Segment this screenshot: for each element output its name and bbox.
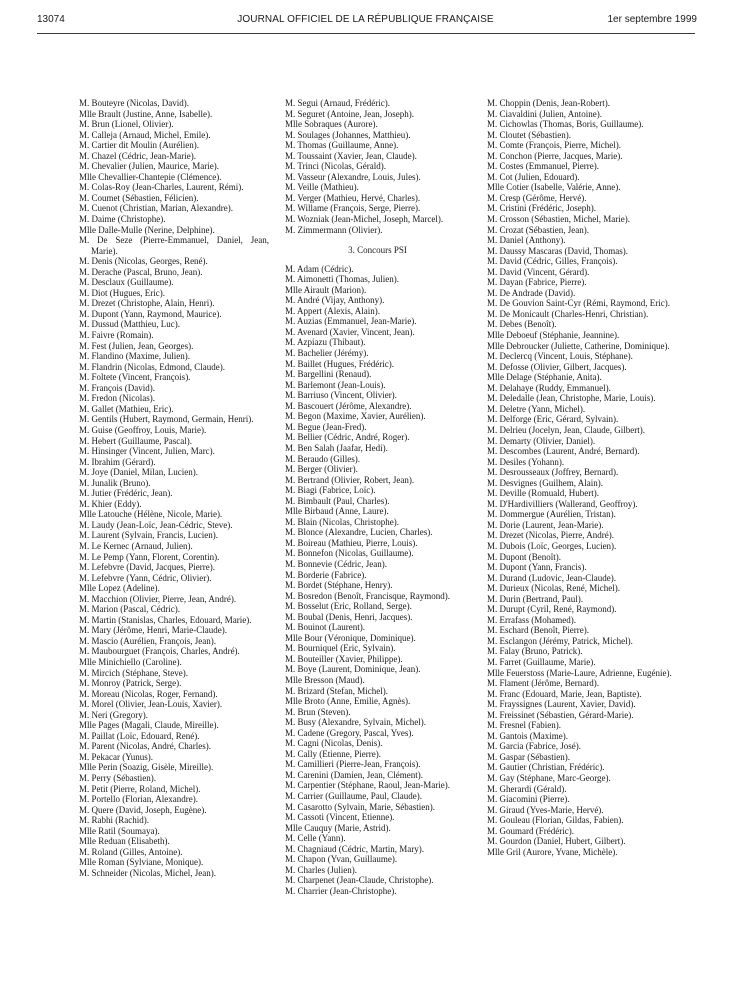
list-item: M. Biagi (Fabrice, Loïc).: [285, 485, 376, 496]
issue-date: 1er septembre 1999: [607, 14, 697, 25]
list-item: M. Gallet (Mathieu, Eric).: [79, 403, 174, 414]
list-item: M. Macchion (Olivier, Pierre, Jean, André).: [79, 593, 237, 604]
list-item: M. Monroy (Patrick, Serge).: [79, 678, 182, 689]
list-item: M. Bertrand (Olivier, Robert, Jean).: [285, 474, 415, 485]
list-item: M. Carenini (Damien, Jean, Clément).: [285, 769, 423, 780]
list-item: Mlle Minichiello (Caroline).: [79, 656, 182, 667]
list-item: M. Desvignes (Guilhem, Alain).: [487, 477, 603, 488]
list-item: M. Deletre (Yann, Michel).: [487, 403, 586, 414]
list-item: M. Deville (Romuald, Hubert).: [487, 488, 599, 499]
list-item: M. Delrieu (Jocelyn, Jean, Claude, Gilbert).: [487, 424, 645, 435]
list-item: M. Bordet (Stéphane, Henry).: [285, 580, 393, 591]
page-number: 13074: [37, 14, 65, 25]
list-item: M. Fest (Julien, Jean, Georges).: [79, 340, 194, 351]
list-item: M. Debes (Benoît).: [487, 319, 557, 330]
list-item: M. Laurent (Sylvain, Francis, Lucien).: [79, 530, 218, 541]
list-item: M. Farret (Guillaume, Marie).: [487, 656, 596, 667]
list-item: M. Lefebvre (David, Jacques, Pierre).: [79, 562, 215, 573]
list-item: M. Cloutet (Sébastien).: [487, 129, 571, 140]
list-item: M. Aimonetti (Thomas, Julien).: [285, 274, 399, 285]
list-item: M. Durupt (Cyril, René, Raymond).: [487, 604, 617, 615]
list-item: M. Boye (Laurent, Dominique, Jean).: [285, 664, 421, 675]
list-item: M. Flandino (Maxime, Julien).: [79, 351, 190, 362]
list-item: M. Dommergue (Aurélien, Tristan).: [487, 509, 616, 520]
list-item: M. Beraudo (Gilles).: [285, 453, 360, 464]
list-item: M. Bosselut (Eric, Rolland, Serge).: [285, 601, 412, 612]
list-item: M. Auzias (Emmanuel, Jean-Marie).: [285, 316, 417, 327]
list-item: M. Freissinet (Sébastien, Gérard-Marie).: [487, 709, 634, 720]
list-item: M. Dupont (Yann, Raymond, Maurice).: [79, 308, 222, 319]
list-item: M. Perry (Sébastien).: [79, 773, 156, 783]
list-item: M. Dupont (Yann, Francis).: [487, 562, 587, 573]
list-item: Mlle Broto (Anne, Emilie, Agnès).: [285, 696, 411, 707]
list-item: M. Crosson (Sébastien, Michel, Marie).: [487, 214, 630, 225]
list-item: Mlle Bresson (Maud).: [285, 674, 365, 685]
list-item: M. Paillat (Loïc, Edouard, René).: [79, 730, 200, 741]
list-item: M. Segui (Arnaud, Frédéric).: [285, 98, 390, 108]
list-item: M. Blain (Nicolas, Christophe).: [285, 516, 399, 527]
list-item: M. Appert (Alexis, Alain).: [285, 305, 380, 316]
list-item: M. Schneider (Nicolas, Michel, Jean).: [79, 867, 216, 878]
list-item: M. Trinci (Nicolas, Gérald).: [285, 161, 386, 172]
list-item: M. Lefebvre (Yann, Cédric, Olivier).: [79, 572, 212, 583]
list-item: M. Bouteyre (Nicolas, David).: [79, 98, 189, 108]
list-item: M. Mary (Jérôme, Henri, Marie-Claude).: [79, 625, 227, 636]
list-item: M. Begue (Jean-Fred).: [285, 421, 367, 432]
list-item: M. Barriuso (Vincent, Olivier).: [285, 390, 397, 401]
list-item: M. Gaspar (Sébastien).: [487, 751, 570, 762]
list-item: Mlle Perin (Soazig, Gisèle, Mireille).: [79, 762, 214, 773]
list-item: M. Delahaye (Ruddy, Emmanuel).: [487, 382, 611, 393]
list-item: M. Garcia (Fabrice, José).: [487, 741, 581, 752]
list-item: M. Demarty (Olivier, Daniel).: [487, 435, 596, 446]
list-item: M. Thomas (Guillaume, Anne).: [285, 140, 399, 151]
list-item: M. Carpentier (Stéphane, Raoul, Jean-Marie).: [285, 780, 450, 791]
list-item: M. Diot (Hugues, Eric).: [79, 287, 165, 298]
list-item: M. Chevalier (Julien, Maurice, Marie).: [79, 161, 219, 172]
list-item: Mlle Lopez (Adeline).: [79, 583, 160, 594]
list-item: M. Esclangon (Jérémy, Patrick, Michel).: [487, 635, 633, 646]
list-item: M. De Gouvion Saint-Cyr (Rémi, Raymond, Eric).: [487, 298, 670, 309]
list-item: M. Cot (Julien, Edouard).: [487, 171, 580, 182]
list-item: M. Parent (Nicolas, André, Charles).: [79, 741, 211, 752]
list-item: Mlle Debroucker (Juliette, Catherine, Dominique).: [487, 340, 670, 351]
list-item: M. Jutier (Frédéric, Jean).: [79, 488, 173, 499]
list-item: M. Adam (Cédric).: [285, 263, 354, 274]
list-item: M. Joye (Daniel, Milan, Lucien).: [79, 467, 198, 478]
list-item: M. Giraud (Yves-Marie, Hervé).: [487, 804, 604, 815]
list-item: M. Boubal (Denis, Henri, Jacques).: [285, 611, 413, 622]
list-item: M. Brun (Steven).: [285, 706, 351, 717]
list-item: Mlle Deboeuf (Stéphanie, Jeannine).: [487, 330, 620, 341]
list-item: M. Frayssignes (Laurent, Xavier, David).: [487, 699, 636, 710]
list-item: M. Durieux (Nicolas, René, Michel).: [487, 583, 620, 594]
list-item: M. Drezet (Nicolas, Pierre, André).: [487, 530, 614, 541]
list-item: M. Hinsinger (Vincent, Julien, Marc).: [79, 446, 215, 457]
list-item: M. Fredon (Nicolas).: [79, 393, 155, 404]
list-item: M. Gherardi (Gérald).: [487, 783, 567, 794]
list-item: M. Martin (Stanislas, Charles, Edouard, Marie).: [79, 614, 252, 625]
list-item: M. Franc (Edouard, Marie, Jean, Baptiste).: [487, 688, 642, 699]
list-item: Mlle Pages (Magali, Claude, Mireille).: [79, 720, 219, 731]
list-item: M. Azpiazu (Thibaut).: [285, 337, 366, 348]
column-1: [79, 98, 269, 878]
list-item: M. Bouteiller (Xavier, Philippe).: [285, 653, 403, 664]
list-item: M. Flament (Jérôme, Bernard).: [487, 678, 599, 689]
list-item: M. Bargellini (Renaud).: [285, 369, 372, 380]
list-item: M. Cristini (Frédéric, Joseph).: [487, 203, 596, 214]
list-item: M. Colas-Roy (Jean-Charles, Laurent, Rémi).: [79, 182, 244, 193]
list-item: M. Choppin (Denis, Jean-Robert).: [487, 98, 610, 108]
list-item: M. Gourdon (Daniel, Hubert, Gilbert).: [487, 836, 626, 847]
list-item: M. Avenard (Xavier, Vincent, Jean).: [285, 326, 415, 337]
list-item: M. Khier (Eddy).: [79, 498, 142, 509]
list-item: M. Camillieri (Pierre-Jean, François).: [285, 759, 421, 770]
list-item: M. Carrier (Guillaume, Paul, Claude).: [285, 791, 422, 801]
list-item: M. David (Vincent, Gérard).: [487, 266, 590, 277]
list-item: M. Junalik (Bruno).: [79, 477, 151, 488]
list-item: M. Durin (Bertrand, Paul).: [487, 593, 583, 604]
list-item: Mlle Sobraques (Aurore).: [285, 119, 378, 130]
list-item: M. Costes (Emmanuel, Pierre).: [487, 161, 599, 172]
list-item: M. Cassoti (Vincent, Etienne).: [285, 812, 395, 823]
list-item: M. Pekacar (Yunus).: [79, 751, 153, 762]
list-item: M. Deledalle (Jean, Christophe, Marie, Louis).: [487, 393, 656, 404]
list-item: M. Busy (Alexandre, Sylvain, Michel).: [285, 717, 426, 728]
list-item: Mlle Bour (Véronique, Dominique).: [285, 632, 416, 643]
list-item: M. Declercq (Vincent, Louis, Stéphane).: [487, 351, 633, 362]
list-item: M. Calleja (Arnaud, Michel, Emile).: [79, 129, 211, 140]
list-item: M. Le Kernec (Arnaud, Julien).: [79, 540, 193, 551]
list-item: M. André (Vijay, Anthony).: [285, 295, 385, 306]
list-item: M. Bouinot (Laurent).: [285, 622, 365, 633]
list-item: M. Bonnevie (Cédric, Jean).: [285, 558, 387, 569]
list-item: M. Brun (Lionel, Olivier).: [79, 119, 174, 130]
list-item: M. Seguret (Antoine, Jean, Joseph).: [285, 108, 414, 119]
list-item: M. Petit (Pierre, Roland, Michel).: [79, 783, 201, 794]
journal-title: JOURNAL OFFICIEL DE LA RÉPUBLIQUE FRANÇAISE: [237, 14, 494, 25]
list-item: M. Blonce (Alexandre, Lucien, Charles).: [285, 527, 433, 538]
list-item: Mlle Airault (Marion).: [285, 284, 367, 295]
list-item: M. Willame (François, Serge, Pierre).: [285, 203, 421, 214]
list-item: M. Roland (Gilles, Antoine).: [79, 846, 183, 857]
list-item: M. Cartier dit Moulin (Aurélien).: [79, 140, 199, 151]
list-item: M. Drezet (Christophe, Alain, Henri).: [79, 298, 215, 309]
list-item: M. David (Cédric, Gilles, François).: [487, 256, 618, 267]
list-item: M. Berger (Olivier).: [285, 464, 358, 475]
list-item: M. Errafass (Mohamed).: [487, 614, 576, 625]
list-item: M. Desclaux (Guillaume).: [79, 277, 174, 288]
list-item: Mlle Feuerstoss (Marie-Laure, Adrienne, Eugénie).: [487, 667, 672, 678]
list-item: M. Morel (Olivier, Jean-Louis, Xavier).: [79, 699, 223, 710]
list-item: M. Le Pemp (Yann, Florent, Corentin).: [79, 551, 220, 562]
list-item: M. Dubois (Loïc, Georges, Lucien).: [487, 540, 617, 551]
list-item: M. Charrier (Jean-Christophe).: [285, 885, 397, 896]
list-item: M. Chazel (Cédric, Jean-Marie).: [79, 150, 196, 161]
list-item: M. Rabhi (Rachid).: [79, 815, 149, 826]
list-item: M. Cuenot (Christian, Marian, Alexandre).: [79, 203, 233, 214]
list-item: M. François (David).: [79, 382, 155, 393]
list-item: M. Laudy (Jean-Loïc, Jean-Cédric, Steve).: [79, 519, 233, 530]
list-item: Mlle Birbaud (Anne, Laure).: [285, 506, 389, 517]
list-item: M. Baillet (Hugues, Frédéric).: [285, 358, 394, 369]
list-item: Mlle Reduan (Elisabeth).: [79, 836, 170, 847]
list-item: M. Cally (Etienne, Pierre).: [285, 748, 381, 759]
list-item: M. Flandrin (Nicolas, Edmond, Claude).: [79, 361, 225, 372]
list-item: M. Ciavaldini (Julien, Antoine).: [487, 108, 602, 119]
list-item: M. Daussy Mascaras (David, Thomas).: [487, 245, 629, 256]
list-item: M. Defosse (Olivier, Gilbert, Jacques).: [487, 361, 627, 372]
list-item: M. Begon (Maxime, Xavier, Aurélien).: [285, 411, 426, 422]
list-item: M. Daime (Christophe).: [79, 214, 166, 225]
list-item: M. Chapon (Yvan, Guillaume).: [285, 854, 398, 865]
list-item: M. Dupont (Benoît).: [487, 551, 561, 562]
list-item: M. Maubourguet (François, Charles, André).: [79, 646, 240, 657]
list-item: M. Gouleau (Florian, Gildas, Fabien).: [487, 815, 624, 826]
list-item: M. Verger (Mathieu, Hervé, Charles).: [285, 192, 421, 203]
list-item: Mlle Delage (Stéphanie, Anita).: [487, 372, 602, 383]
list-item: M. Wozniak (Jean-Michel, Joseph, Marcel).: [285, 214, 444, 225]
list-item: M. Bourniquel (Eric, Sylvain).: [285, 643, 396, 654]
list-item: Mlle Cotier (Isabelle, Valérie, Anne).: [487, 182, 621, 193]
list-item: M. Ben Salah (Jaafar, Hedi).: [285, 442, 388, 453]
list-item: Mlle Roman (Sylviane, Monique).: [79, 857, 204, 868]
list-item: M. Soulages (Johannes, Matthieu).: [285, 129, 411, 140]
list-item: M. Bimbault (Paul, Charles).: [285, 495, 390, 506]
list-item: M. Faivre (Romain).: [79, 330, 154, 341]
list-item: M. Delforge (Eric, Gérard, Sylvain).: [487, 414, 619, 425]
page-header: [0, 14, 731, 30]
list-item: M. De Seze (Pierre-Emmanuel, Daniel, Jean, Marie).: [79, 235, 269, 256]
list-item: M. Veille (Mathieu).: [285, 182, 359, 193]
list-item: M. Goumard (Frédéric).: [487, 825, 574, 836]
list-item: M. Guise (Geoffroy, Louis, Marie).: [79, 424, 207, 435]
list-item: M. Vasseur (Alexandre, Louis, Jules).: [285, 171, 421, 182]
list-item: M. Boireau (Mathieu, Pierre, Louis).: [285, 537, 418, 548]
list-item: M. Charpenet (Jean-Claude, Christophe).: [285, 875, 434, 886]
list-item: M. Mascio (Aurélien, François, Jean).: [79, 635, 216, 646]
list-item: M. Cadene (Gregory, Pascal, Yves).: [285, 727, 414, 738]
list-item: M. Durand (Ludovic, Jean-Claude).: [487, 572, 616, 583]
list-item: M. Cresp (Gérôme, Hervé).: [487, 192, 587, 203]
list-item: M. Moreau (Nicolas, Roger, Fernand).: [79, 688, 218, 699]
list-item: M. Coumet (Sébastien, Félicien).: [79, 192, 199, 203]
list-item: M. Dayan (Fabrice, Pierre).: [487, 277, 587, 288]
list-item: M. Bellier (Cédric, André, Roger).: [285, 432, 410, 443]
list-item: M. Toussaint (Xavier, Jean, Claude).: [285, 150, 417, 161]
list-item: M. Desiles (Yohann).: [487, 456, 565, 467]
list-item: M. Gautier (Christian, Frédéric).: [487, 762, 605, 773]
list-item: M. Descombes (Laurent, André, Bernard).: [487, 446, 640, 457]
list-item: M. Casarotto (Sylvain, Marie, Sébastien).: [285, 801, 435, 812]
list-item: M. Dorie (Laurent, Jean-Marie).: [487, 519, 604, 530]
list-item: M. Derache (Pascal, Bruno, Jean).: [79, 266, 203, 277]
list-item: M. Giacomini (Pierre).: [487, 794, 570, 805]
list-item: M. Celle (Yann).: [285, 833, 346, 844]
list-item: M. Cagni (Nicolas, Denis).: [285, 738, 383, 749]
list-item: M. Gay (Stéphane, Marc-George).: [487, 773, 611, 783]
list-item: M. D'Hardivilliers (Wallerand, Geoffroy).: [487, 498, 638, 509]
list-item: M. Daniel (Anthony).: [487, 235, 566, 246]
list-item: M. Falay (Bruno, Patrick).: [487, 646, 583, 657]
list-item: M. Charles (Julien).: [285, 864, 357, 875]
list-item: M. Foltete (Vincent, François).: [79, 372, 191, 383]
list-item: Mlle Cauquy (Marie, Astrid).: [285, 822, 391, 833]
list-item: M. Bachelier (Jérémy).: [285, 348, 369, 359]
list-item: M. Denis (Nicolas, Georges, René).: [79, 256, 208, 267]
list-item: M. Gantois (Maxime).: [487, 730, 568, 741]
list-item: M. Zimmermann (Olivier).: [285, 224, 383, 235]
list-item: M. Ibrahim (Gérard).: [79, 456, 156, 467]
list-item: M. De Monicault (Charles-Henri, Christian).: [487, 308, 649, 319]
list-item: Mlle Gril (Aurore, Yvane, Michèle).: [487, 846, 618, 857]
list-item: M. Brizard (Stefan, Michel).: [285, 685, 388, 696]
list-item: M. Comte (François, Pierre, Michel).: [487, 140, 621, 151]
list-item: M. Hebert (Guillaume, Pascal).: [79, 435, 192, 446]
list-item: M. Conchon (Pierre, Jacques, Marie).: [487, 150, 623, 161]
list-item: M. Marion (Pascal, Cédric).: [79, 604, 180, 615]
list-item: M. Eschard (Benoît, Pierre).: [487, 625, 589, 636]
list-item: M. Chagniaud (Cédric, Martin, Mary).: [285, 843, 424, 854]
section-title: 3. Concours PSI: [348, 245, 407, 256]
column-2: [285, 98, 470, 896]
list-item: M. Barlemont (Jean-Louis).: [285, 379, 386, 390]
column-3: [487, 98, 695, 857]
list-item: Mlle Brault (Justine, Anne, Isabelle).: [79, 108, 213, 119]
list-item: M. Dussud (Matthieu, Luc).: [79, 319, 180, 330]
header-rule: [37, 33, 695, 34]
list-item: M. Mircich (Stéphane, Steve).: [79, 667, 188, 678]
list-item: Mlle Latouche (Hélène, Nicole, Marie).: [79, 509, 223, 520]
list-item: Mlle Ratil (Soumaya).: [79, 825, 160, 836]
list-item: M. Bosredon (Benoît, Francisque, Raymond).: [285, 590, 450, 601]
list-item: M. Bonnefon (Nicolas, Guillaume).: [285, 548, 414, 559]
list-item: Mlle Dalle-Mulle (Nerine, Delphine).: [79, 224, 215, 235]
list-item: M. De Andrade (David).: [487, 287, 576, 298]
list-item: M. Crozat (Sébastien, Jean).: [487, 224, 589, 235]
list-item: M. Borderie (Fabrice).: [285, 569, 367, 580]
list-item: M. Neri (Gregory).: [79, 709, 148, 720]
list-item: M. Bascouert (Jérôme, Alexandre).: [285, 400, 412, 411]
list-item: M. Fresnel (Fabien).: [487, 720, 561, 731]
list-item: M. Cichowlas (Thomas, Boris, Guillaume).: [487, 119, 644, 130]
list-item: M. Gentils (Hubert, Raymond, Germain, Henri).: [79, 414, 254, 425]
list-item: M. Quere (David, Joseph, Eugène).: [79, 804, 207, 815]
list-item: Mlle Chevallier-Chantepie (Clémence).: [79, 171, 222, 182]
list-item: M. Desrousseaux (Joffrey, Bernard).: [487, 467, 619, 478]
list-item: M. Portello (Florian, Alexandre).: [79, 794, 198, 805]
